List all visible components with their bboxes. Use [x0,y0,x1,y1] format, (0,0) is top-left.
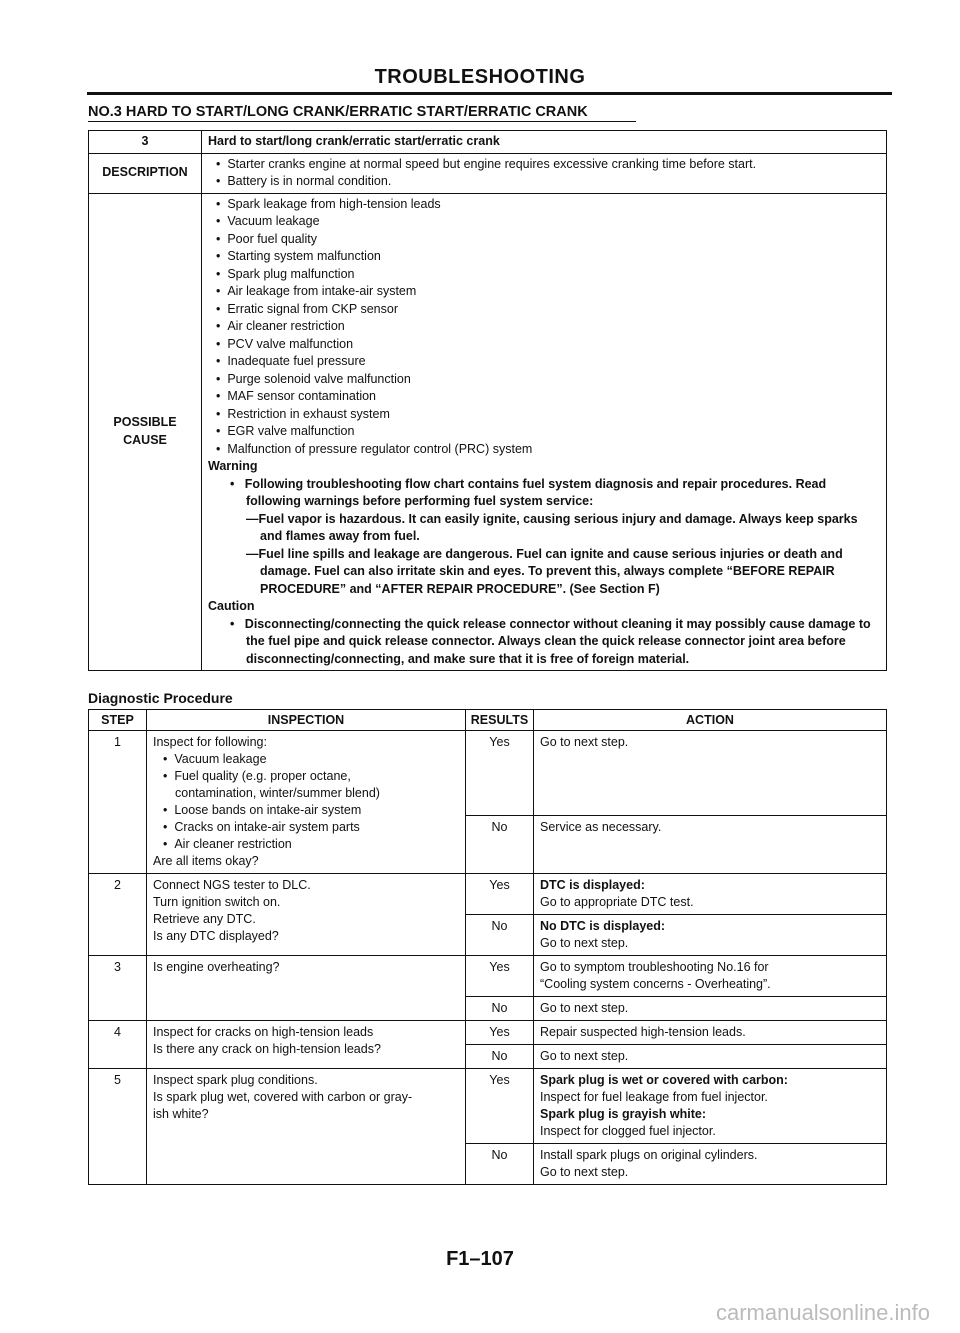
result-yes: Yes [466,1069,534,1144]
action-condition: DTC is displayed: [540,878,645,892]
step-row [89,731,887,816]
step-inspection [147,874,466,956]
page-title: TROUBLESHOOTING [374,66,586,88]
cause-item: • Inadequate fuel pressure [208,353,880,371]
warning-label: Warning [208,459,258,473]
description-row [89,153,887,193]
diagnostic-title: Diagnostic Procedure [88,690,233,706]
cause-item: • Spark plug malfunction [208,266,880,284]
action-text: Go to symptom troubleshooting No.16 for [540,960,769,974]
cause-item: • MAF sensor contamination [208,388,880,406]
step-number: 2 [89,874,147,956]
result-yes: Yes [466,956,534,997]
cause-item: • EGR valve malfunction [208,423,880,441]
action-text: Go to next step. [540,936,629,950]
action-text: Install spark plugs on original cylinders. [540,1148,758,1162]
symptom-table [88,130,887,671]
step-row [89,1069,887,1144]
action-cell [534,956,887,997]
step-row [89,956,887,997]
inspection-item: • Cracks on intake-air system parts [153,819,459,836]
header-action: ACTION [534,710,887,731]
inspection-line: Connect NGS tester to DLC. [153,878,311,892]
inspection-line: Inspect for cracks on high-tension leads [153,1025,374,1039]
section-title-underline [88,121,636,122]
description-item: • Battery is in normal condition. [208,173,880,191]
step-row [89,874,887,915]
warning-main: • Following troubleshooting flow chart contains fuel system diagnosis and repair procedures. Read following warnings before performing fuel system service: [246,477,826,509]
inspection-line: Turn ignition switch on. [153,895,281,909]
action-text: Go to next step. [540,1165,629,1179]
caution-text [208,616,880,669]
cause-cell [202,193,887,671]
inspection-item: • Air cleaner restriction [153,836,459,853]
step-inspection [147,1021,466,1069]
cause-item: • Purge solenoid valve malfunction [208,371,880,389]
action-condition: No DTC is displayed: [540,919,666,933]
inspection-item: • Vacuum leakage [153,751,459,768]
action-condition: Spark plug is wet or covered with carbon: [540,1073,788,1087]
cause-label [89,193,202,671]
action-text: “Cooling system concerns - Overheating”. [540,977,771,991]
step-inspection [147,731,466,874]
caution-label: Caution [208,599,255,613]
action-cell: Go to next step. [534,997,887,1021]
cause-label-line: POSSIBLE [113,415,177,430]
cause-item: • Air leakage from intake-air system [208,283,880,301]
symptom-number: 3 [89,131,202,154]
warning-text [208,476,880,511]
cause-item: • Restriction in exhaust system [208,406,880,424]
page-number: F1–107 [446,1248,514,1270]
warning-dash-item: — Fuel line spills and leakage are dangerous. Fuel can ignite and cause serious injuries or death and damage. Fuel can also irritate skin and eyes. To prevent this, always complete “BEFORE REPAIR PROCEDURE” and “AFTER REPAIR PROCEDURE”. (See Section F) [208,546,880,599]
action-cell: Go to next step. [534,731,887,816]
action-cell: Go to next step. [534,1045,887,1069]
action-cell [534,915,887,956]
result-yes: Yes [466,874,534,915]
action-cell: Repair suspected high-tension leads. [534,1021,887,1045]
inspection-question: Are all items okay? [153,854,259,868]
cause-item: • Poor fuel quality [208,231,880,249]
step-row [89,1021,887,1045]
title-rule [87,92,892,95]
cause-item: • Erratic signal from CKP sensor [208,301,880,319]
inspection-line: contamination, winter/summer blend) [175,786,380,800]
cause-item: • Starting system malfunction [208,248,880,266]
step-inspection: Is engine overheating? [147,956,466,1021]
action-cell [534,874,887,915]
description-item: • Starter cranks engine at normal speed but engine requires excessive cranking time before start. [208,156,880,174]
action-text: Go to appropriate DTC test. [540,895,694,909]
inspection-line: Inspect spark plug conditions. [153,1073,318,1087]
inspection-question: Is there any crack on high-tension leads? [153,1042,381,1056]
watermark: carmanualsonline.info [715,1300,930,1325]
diagnostic-header-row [89,710,887,731]
action-condition: Spark plug is grayish white: [540,1107,707,1121]
cause-row [89,193,887,671]
result-yes: Yes [466,1021,534,1045]
action-cell: Service as necessary. [534,816,887,874]
result-no: No [466,816,534,874]
inspection-line: Inspect for following: [153,735,267,749]
cause-label-line: CAUSE [123,432,167,447]
result-no: No [466,915,534,956]
result-no: No [466,997,534,1021]
diagnostic-table [88,709,887,1185]
action-text: Inspect for clogged fuel injector. [540,1124,716,1138]
inspection-question: Is any DTC displayed? [153,929,279,943]
action-text: Inspect for fuel leakage from fuel injector. [540,1090,768,1104]
inspection-question: ish white? [153,1107,209,1121]
warning-dash-item: — Fuel vapor is hazardous. It can easily ignite, causing serious injury and damage. Always keep sparks and flames away from fuel. [208,511,880,546]
inspection-line: Retrieve any DTC. [153,912,256,926]
step-inspection [147,1069,466,1185]
step-number: 5 [89,1069,147,1185]
header-results: RESULTS [466,710,534,731]
cause-item: • Spark leakage from high-tension leads [208,196,880,214]
header-step: STEP [89,710,147,731]
caution-main: • Disconnecting/connecting the quick release connector without cleaning it may possibly cause damage to the fuel pipe and quick release connector. Always clean the quick release connector joint area before disconnecting/connecting, and make sure that it is free of foreign material. [246,617,871,666]
inspection-item: • Loose bands on intake-air system [153,802,459,819]
description-cell [202,153,887,193]
inspection-item: • Fuel quality (e.g. proper octane, [153,768,459,785]
description-label: DESCRIPTION [89,153,202,193]
step-number: 4 [89,1021,147,1069]
symptom-heading: Hard to start/long crank/erratic start/erratic crank [202,131,887,154]
cause-item: • Air cleaner restriction [208,318,880,336]
cause-item: • PCV valve malfunction [208,336,880,354]
result-no: No [466,1045,534,1069]
result-no: No [466,1144,534,1185]
cause-item: • Vacuum leakage [208,213,880,231]
section-title: NO.3 HARD TO START/LONG CRANK/ERRATIC START/ERRATIC CRANK [88,104,588,120]
symptom-header-row [89,131,887,154]
action-cell [534,1069,887,1144]
inspection-question: Is spark plug wet, covered with carbon or gray- [153,1090,413,1104]
action-cell [534,1144,887,1185]
header-inspection: INSPECTION [147,710,466,731]
cause-item: • Malfunction of pressure regulator control (PRC) system [208,441,880,459]
step-number: 3 [89,956,147,1021]
step-number: 1 [89,731,147,874]
result-yes: Yes [466,731,534,816]
